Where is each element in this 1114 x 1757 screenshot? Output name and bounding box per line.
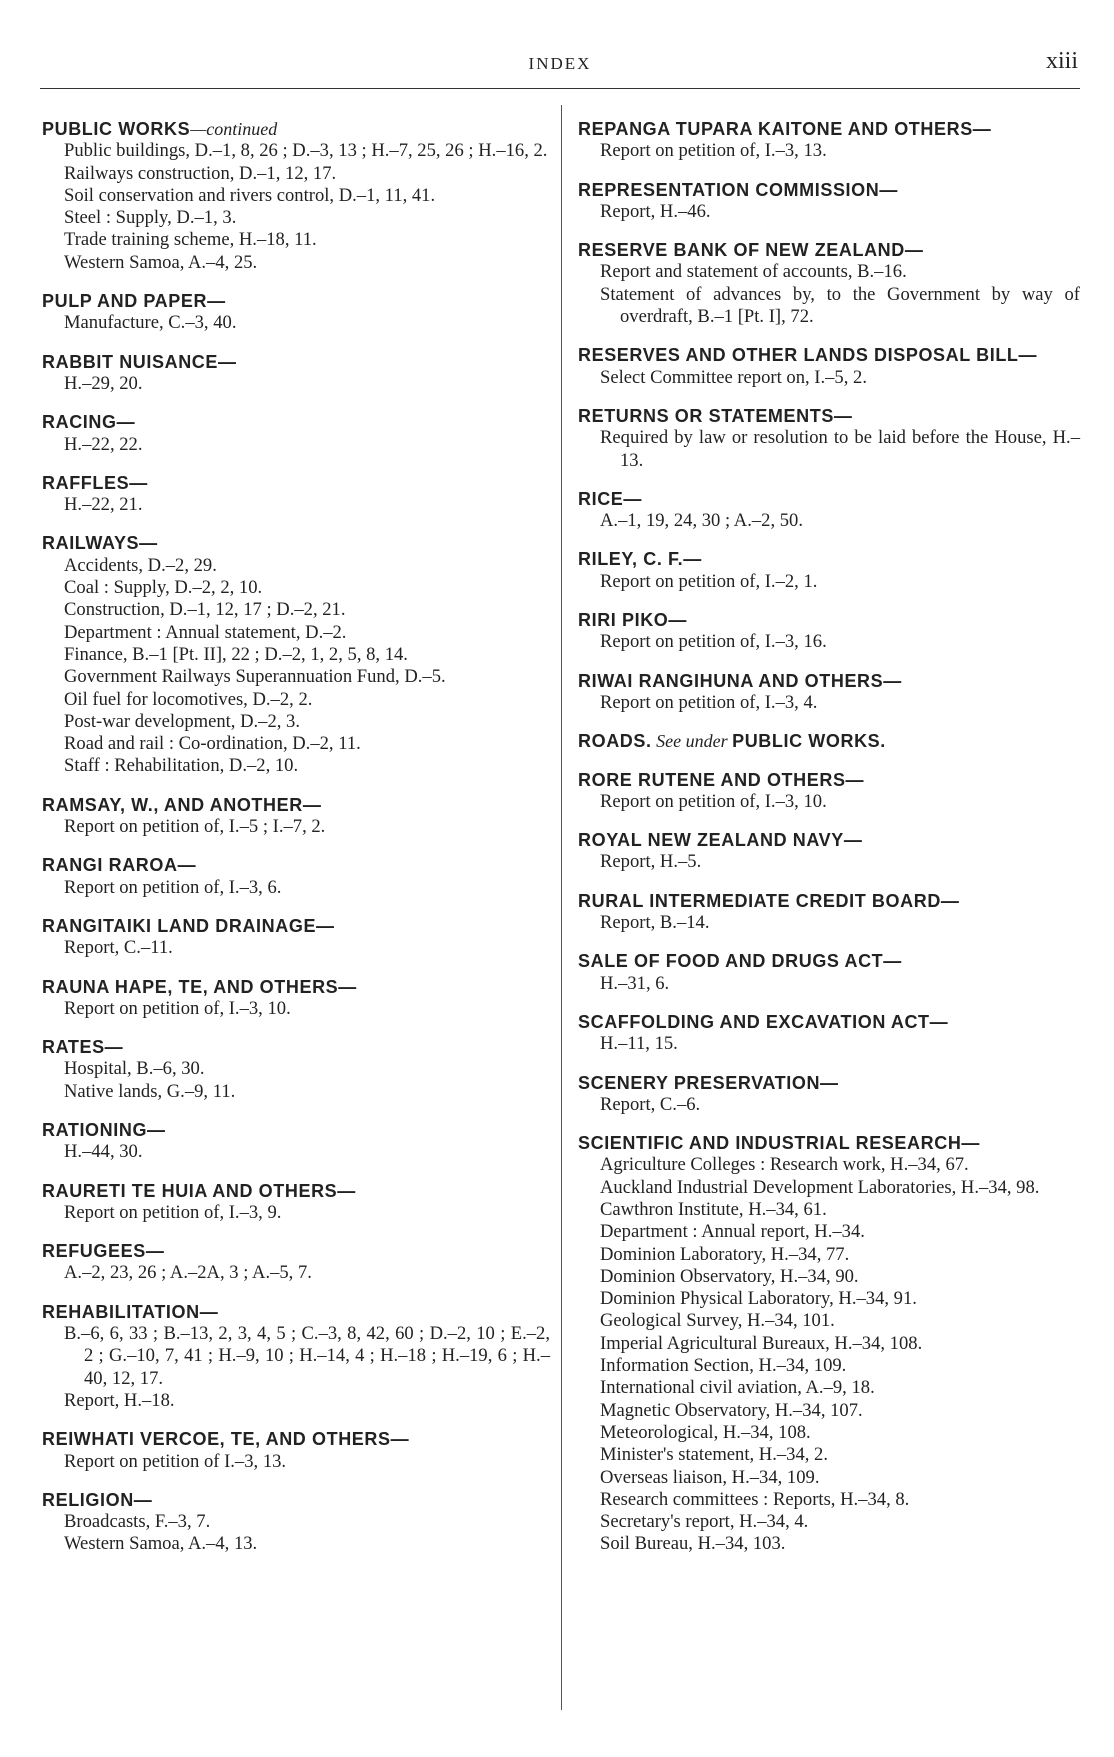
index-subentry: Broadcasts, F.–3, 7. — [64, 1511, 211, 1533]
index-entry — [578, 769, 1080, 814]
index-subentry: Report on petition of, I.–3, 13. — [600, 140, 827, 162]
index-heading: RIWAI RANGIHUNA AND OTHERS— — [578, 670, 902, 691]
page-number: xiii — [1045, 48, 1078, 74]
see-target: PUBLIC WORKS. — [732, 731, 886, 752]
index-subentry: Railways construction, D.–1, 12, 17. — [64, 162, 337, 184]
index-entry — [42, 915, 550, 960]
index-entry — [42, 532, 550, 777]
index-subentry: H.–22, 21. — [64, 494, 143, 516]
index-heading: RAILWAYS— — [42, 533, 158, 554]
index-subentry: Dominion Laboratory, H.–34, 77. — [600, 1243, 850, 1265]
index-entry — [578, 239, 1080, 328]
index-heading: RACING— — [42, 412, 136, 433]
index-heading: SCENERY PRESERVATION— — [578, 1072, 839, 1093]
column-divider — [561, 105, 562, 1710]
index-subentry: Report on petition of, I.–3, 4. — [600, 691, 818, 713]
index-entry — [42, 351, 550, 396]
index-heading: REPRESENTATION COMMISSION— — [578, 179, 898, 200]
index-subentry: Soil Bureau, H.–34, 103. — [600, 1533, 786, 1555]
index-subentry: Manufacture, C.–3, 40. — [64, 312, 237, 334]
index-subentry: Select Committee report on, I.–5, 2. — [600, 366, 867, 388]
index-subentry: Report on petition of, I.–3, 9. — [64, 1201, 282, 1223]
index-entry — [42, 472, 550, 517]
index-entry — [578, 890, 1080, 935]
index-subentry: Magnetic Observatory, H.–34, 107. — [600, 1399, 863, 1421]
index-heading: SALE OF FOOD AND DRUGS ACT— — [578, 951, 902, 972]
index-entry — [42, 1180, 550, 1225]
index-subentry: Dominion Physical Laboratory, H.–34, 91. — [600, 1288, 917, 1310]
index-subentry: Meteorological, H.–34, 108. — [600, 1421, 811, 1443]
index-heading: RESERVES AND OTHER LANDS DISPOSAL BILL— — [578, 345, 1038, 366]
page-title: INDEX — [528, 54, 592, 73]
index-subentry: Department : Annual report, H.–34. — [600, 1221, 865, 1243]
index-heading: RAUNA HAPE, TE, AND OTHERS— — [42, 976, 357, 997]
index-subentry: Agriculture Colleges : Research work, H.–34, 67. — [600, 1154, 969, 1176]
index-heading: RETURNS OR STATEMENTS— — [578, 405, 853, 426]
index-subentry: Accidents, D.–2, 29. — [64, 554, 217, 576]
index-heading: RANGITAIKI LAND DRAINAGE— — [42, 915, 335, 936]
index-entry — [578, 548, 1080, 593]
index-subentry: Geological Survey, H.–34, 101. — [600, 1310, 835, 1332]
index-subentry: Information Section, H.–34, 109. — [600, 1355, 847, 1377]
index-subentry: Report on petition of, I.–3, 6. — [64, 876, 282, 898]
index-subentry: H.–11, 15. — [600, 1033, 678, 1055]
index-subentry: H.–29, 20. — [64, 372, 143, 394]
index-entry — [578, 829, 1080, 874]
index-heading: RELIGION— — [42, 1489, 153, 1510]
index-subentry: Secretary's report, H.–34, 4. — [600, 1511, 809, 1533]
index-subentry: Coal : Supply, D.–2, 2, 10. — [64, 577, 263, 599]
index-subentry: Report on petition of, I.–5 ; I.–7, 2. — [64, 816, 326, 838]
index-entry — [42, 1240, 550, 1285]
index-heading: SCAFFOLDING AND EXCAVATION ACT— — [578, 1011, 949, 1032]
index-subentry: Trade training scheme, H.–18, 11. — [64, 229, 317, 251]
index-entry — [42, 1301, 550, 1412]
index-heading: RILEY, C. F.— — [578, 549, 702, 570]
index-heading: PUBLIC WORKS—continued — [42, 119, 278, 139]
index-heading: SCIENTIFIC AND INDUSTRIAL RESEARCH— — [578, 1133, 981, 1154]
index-entry — [578, 344, 1080, 389]
see-reference: See under — [651, 731, 733, 752]
index-heading: ROADS. See under PUBLIC WORKS. — [578, 731, 886, 752]
index-entry — [42, 290, 550, 335]
index-heading: RANGI RAROA— — [42, 855, 197, 876]
index-entry — [578, 670, 1080, 715]
index-subentry: Research committees : Reports, H.–34, 8. — [600, 1488, 910, 1510]
index-entry — [578, 730, 1080, 752]
index-entry — [578, 609, 1080, 654]
index-subentry: Steel : Supply, D.–1, 3. — [64, 207, 237, 229]
index-subentry: Report on petition of, I.–3, 16. — [600, 631, 827, 653]
index-heading: RESERVE BANK OF NEW ZEALAND— — [578, 240, 924, 261]
index-entry — [42, 854, 550, 899]
index-entry — [578, 950, 1080, 995]
index-subentry: Native lands, G.–9, 11. — [64, 1080, 236, 1102]
index-heading: RATES— — [42, 1037, 124, 1058]
index-heading: RIRI PIKO— — [578, 610, 688, 631]
index-subentry: Western Samoa, A.–4, 25. — [64, 251, 258, 273]
index-entry — [42, 411, 550, 456]
index-subentry: Imperial Agricultural Bureaux, H.–34, 108. — [600, 1332, 923, 1354]
index-subentry: Western Samoa, A.–4, 13. — [64, 1533, 258, 1555]
index-subentry: Auckland Industrial Development Laboratories, H.–34, 98. — [600, 1176, 1040, 1198]
index-subentry: Statement of advances by, to the Government by way of overdraft, B.–1 [Pt. I], 72. — [600, 283, 1080, 328]
index-subentry: Construction, D.–1, 12, 17 ; D.–2, 21. — [64, 599, 346, 621]
index-subentry: Overseas liaison, H.–34, 109. — [600, 1466, 820, 1488]
index-subentry: Report on petition of I.–3, 13. — [64, 1450, 287, 1472]
page-header — [40, 48, 1080, 89]
index-subentry: Report, C.–11. — [64, 937, 173, 959]
index-heading: RABBIT NUISANCE— — [42, 351, 237, 372]
index-subentry: International civil aviation, A.–9, 18. — [600, 1377, 875, 1399]
index-entry — [42, 1428, 550, 1473]
index-entry — [578, 118, 1080, 163]
index-heading: RATIONING— — [42, 1119, 166, 1140]
index-subentry: Report on petition of, I.–3, 10. — [64, 997, 291, 1019]
right-column — [578, 118, 1080, 1572]
index-heading: REHABILITATION— — [42, 1301, 219, 1322]
index-subentry: Report on petition of, I.–2, 1. — [600, 570, 818, 592]
index-entry — [578, 405, 1080, 472]
index-subentry: H.–31, 6. — [600, 972, 670, 994]
index-subentry: Report, B.–14. — [600, 912, 710, 934]
index-subentry: Minister's statement, H.–34, 2. — [600, 1444, 829, 1466]
index-subentry: Hospital, B.–6, 30. — [64, 1058, 205, 1080]
index-heading: RURAL INTERMEDIATE CREDIT BOARD— — [578, 890, 960, 911]
index-heading: PULP AND PAPER— — [42, 291, 226, 312]
index-heading: ROYAL NEW ZEALAND NAVY— — [578, 830, 863, 851]
index-entry — [578, 1132, 1080, 1556]
index-subentry: Report, H.–5. — [600, 851, 702, 873]
index-entry — [42, 1036, 550, 1103]
index-entry — [42, 794, 550, 839]
index-entry — [578, 179, 1080, 224]
index-entry — [578, 1011, 1080, 1056]
index-subentry: Department : Annual statement, D.–2. — [64, 621, 347, 643]
index-subentry: Cawthron Institute, H.–34, 61. — [600, 1198, 827, 1220]
index-subentry: Staff : Rehabilitation, D.–2, 10. — [64, 755, 299, 777]
index-heading: RAFFLES— — [42, 472, 148, 493]
index-subentry: Report on petition of, I.–3, 10. — [600, 790, 827, 812]
index-heading: RICE— — [578, 488, 643, 509]
index-subentry: Report, H.–46. — [600, 200, 711, 222]
continued-note: —continued — [190, 119, 278, 139]
index-entry — [42, 118, 550, 274]
index-subentry: H.–22, 22. — [64, 433, 143, 455]
index-subentry: Government Railways Superannuation Fund, D.–5. — [64, 666, 446, 688]
index-entry — [42, 976, 550, 1021]
index-subentry: A.–2, 23, 26 ; A.–2A, 3 ; A.–5, 7. — [64, 1262, 312, 1284]
index-subentry: Required by law or resolution to be laid before the House, H.–13. — [600, 427, 1080, 471]
index-subentry: Oil fuel for locomotives, D.–2, 2. — [64, 688, 313, 710]
index-entry — [578, 488, 1080, 533]
index-heading: REPANGA TUPARA KAITONE AND OTHERS— — [578, 119, 992, 139]
index-subentry: Public buildings, D.–1, 8, 26 ; D.–3, 13 ; H.–7, 25, 26 ; H.–16, 2. — [64, 140, 548, 162]
index-subentry: Post-war development, D.–2, 3. — [64, 710, 300, 732]
index-subentry: Finance, B.–1 [Pt. II], 22 ; D.–2, 1, 2, 5, 8, 14. — [64, 643, 408, 665]
index-entry — [578, 1072, 1080, 1117]
index-subentry: Report, C.–6. — [600, 1093, 701, 1115]
index-heading: REIWHATI VERCOE, TE, AND OTHERS— — [42, 1429, 410, 1450]
index-entry — [42, 1489, 550, 1556]
index-heading: RORE RUTENE AND OTHERS— — [578, 769, 865, 790]
index-subentry: Report and statement of accounts, B.–16. — [600, 261, 907, 283]
index-heading: RAMSAY, W., AND ANOTHER— — [42, 794, 322, 815]
index-subentry: Report, H.–18. — [64, 1389, 175, 1411]
index-subentry: A.–1, 19, 24, 30 ; A.–2, 50. — [600, 510, 803, 532]
left-column — [42, 118, 550, 1572]
index-heading: REFUGEES— — [42, 1241, 165, 1262]
index-subentry: Soil conservation and rivers control, D.–1, 11, 41. — [64, 184, 436, 206]
index-subentry: H.–44, 30. — [64, 1141, 143, 1163]
index-heading: RAURETI TE HUIA AND OTHERS— — [42, 1180, 356, 1201]
index-subentry: Dominion Observatory, H.–34, 90. — [600, 1265, 859, 1287]
index-entry — [42, 1119, 550, 1164]
index-subentry: Road and rail : Co-ordination, D.–2, 11. — [64, 733, 361, 755]
index-subentry: B.–6, 6, 33 ; B.–13, 2, 3, 4, 5 ; C.–3, 8, 42, 60 ; D.–2, 10 ; E.–2, 2 ; G.–10, 7, 41 ; H.–9, 10 ; H.–14, 4 ; H.–18 ; H.–19, 6 ; H.–40, 12, 17. — [64, 1323, 550, 1389]
